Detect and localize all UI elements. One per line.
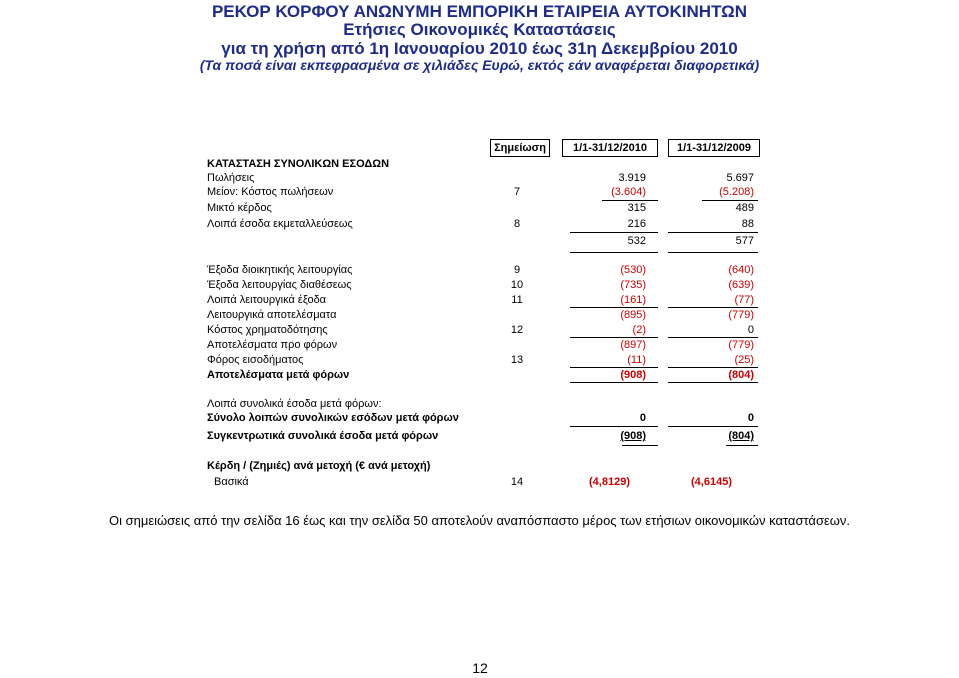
table-row	[0, 309, 959, 323]
footer-note: Οι σημειώσεις από την σελίδα 16 έως και την σελίδα 50 αποτελούν αναπόσπαστο μέρος των ετήσιων οικονομικών καταστάσεων.	[108, 513, 851, 528]
row-label: Βασικά	[214, 476, 249, 488]
value-2010: 0	[639, 412, 646, 424]
subtotal-rule	[668, 382, 758, 383]
value-2009: 0	[747, 412, 754, 424]
value-2010: (897)	[620, 339, 646, 351]
value-2009: (25)	[734, 354, 754, 366]
row-label: Αποτελέσματα προ φόρων	[207, 339, 338, 351]
table-row	[0, 235, 959, 249]
value-2010: (735)	[620, 279, 646, 291]
value-2009: (5.208)	[719, 186, 754, 198]
table-row	[0, 186, 959, 200]
subtotal-rule	[702, 200, 758, 201]
value-2010: (908)	[620, 369, 646, 381]
value-2010: (161)	[620, 294, 646, 306]
row-note: 8	[513, 218, 521, 230]
value-2009: 5.697	[726, 172, 754, 184]
page-number: 12	[472, 660, 488, 676]
row-note: 14	[510, 476, 524, 488]
subtotal-rule	[668, 367, 758, 368]
subtotal-rule	[668, 252, 758, 253]
row-label: Σύνολο λοιπών συνολικών εσόδων μετά φόρων	[207, 412, 459, 424]
row-label: Λοιπά συνολικά έσοδα μετά φόρων:	[207, 398, 382, 410]
value-2009: 577	[735, 235, 754, 247]
value-2010: (3.604)	[611, 186, 646, 198]
subtotal-rule	[570, 382, 658, 383]
subtotal-rule	[668, 307, 758, 308]
value-2010: 315	[627, 202, 646, 214]
value-2009: (779)	[728, 309, 754, 321]
value-2009: 0	[747, 324, 754, 336]
table-row	[0, 294, 959, 308]
column-header-note: Σημείωση	[490, 139, 550, 157]
double-underline	[622, 445, 658, 446]
subtotal-rule	[668, 426, 758, 427]
row-label: Κέρδη / (Ζημιές) ανά μετοχή (€ ανά μετοχή)	[207, 460, 431, 472]
row-note: 9	[513, 264, 521, 276]
column-header-2010: 1/1-31/12/2010	[562, 139, 658, 157]
table-row	[0, 354, 959, 368]
table-row	[0, 369, 959, 383]
table-row	[0, 430, 959, 444]
subtotal-rule	[570, 232, 658, 233]
row-note: 12	[510, 324, 524, 336]
row-label: Λοιπά λειτουργικά έξοδα	[207, 294, 327, 306]
subtotal-rule	[570, 426, 658, 427]
subtotal-rule	[602, 200, 658, 201]
value-2009: (4,6145)	[691, 476, 732, 488]
table-row	[0, 279, 959, 293]
value-2010: (895)	[620, 309, 646, 321]
row-label: Έξοδα διοικητικής λειτουργίας	[207, 264, 353, 276]
table-row	[0, 339, 959, 353]
value-2010: (2)	[632, 324, 646, 336]
value-2009: 489	[735, 202, 754, 214]
table-row	[0, 264, 959, 278]
row-note: 13	[510, 354, 524, 366]
row-label: Αποτελέσματα μετά φόρων	[207, 369, 350, 381]
table-row	[0, 398, 959, 412]
table-row	[0, 412, 959, 426]
table-row	[0, 218, 959, 232]
statement-title: ΚΑΤΑΣΤΑΣΗ ΣΥΝΟΛΙΚΩΝ ΕΣΟΔΩΝ	[207, 158, 390, 170]
row-label: Έξοδα λειτουργίας διαθέσεως	[207, 279, 352, 291]
value-2009: (804)	[728, 430, 754, 442]
value-2010: (530)	[620, 264, 646, 276]
table-row	[0, 202, 959, 216]
row-label: Λειτουργικά αποτελέσματα	[207, 309, 337, 321]
column-header-2009: 1/1-31/12/2009	[668, 139, 760, 157]
company-name: ΡΕΚΟΡ ΚΟΡΦΟΥ ΑΝΩΝΥΜΗ ΕΜΠΟΡΙΚΗ ΕΤΑΙΡΕΙΑ ΑΥΤΟΚΙΝΗΤΩΝ	[211, 2, 748, 21]
value-2009: (640)	[728, 264, 754, 276]
value-2010: 216	[627, 218, 646, 230]
row-label: Φόρος εισοδήματος	[207, 354, 304, 366]
value-2009: 88	[741, 218, 754, 230]
row-label: Μείον: Κόστος πωλήσεων	[207, 186, 334, 198]
subtotal-rule	[570, 252, 658, 253]
subtotal-rule	[570, 337, 658, 338]
value-2009: (639)	[728, 279, 754, 291]
table-row	[0, 460, 959, 474]
value-2009: (77)	[734, 294, 754, 306]
value-2010: 3.919	[618, 172, 646, 184]
subtotal-rule	[570, 367, 658, 368]
table-row	[0, 172, 959, 186]
subtotal-rule	[668, 232, 758, 233]
value-2010: (4,8129)	[589, 476, 630, 488]
row-label: Λοιπά έσοδα εκμεταλλεύσεως	[207, 218, 353, 230]
value-2010: (11)	[627, 354, 646, 366]
document-title: Ετήσιες Οικονομικές Καταστάσεις	[343, 20, 616, 39]
period-subtitle: για τη χρήση από 1η Ιανουαρίου 2010 έως 31η Δεκεμβρίου 2010	[221, 39, 738, 58]
subtotal-rule	[570, 307, 658, 308]
row-label: Μικτό κέρδος	[207, 202, 272, 214]
row-label: Κόστος χρηματοδότησης	[207, 324, 328, 336]
table-row	[0, 324, 959, 338]
subtotal-rule	[668, 337, 758, 338]
row-note: 10	[510, 279, 524, 291]
row-label: Πωλήσεις	[207, 172, 255, 184]
double-underline	[726, 445, 758, 446]
statement-title-row	[0, 158, 959, 172]
value-2009: (804)	[728, 369, 754, 381]
currency-note: (Τα ποσά είναι εκπεφρασμένα σε χιλιάδες Ευρώ, εκτός εάν αναφέρεται διαφορετικά)	[199, 57, 760, 73]
row-note: 7	[513, 186, 521, 198]
table-row	[0, 476, 959, 490]
row-label: Συγκεντρωτικά συνολικά έσοδα μετά φόρων	[207, 430, 439, 442]
value-2009: (779)	[728, 339, 754, 351]
value-2010: (908)	[620, 430, 646, 442]
value-2010: 532	[627, 235, 646, 247]
row-note: 11	[511, 294, 523, 306]
